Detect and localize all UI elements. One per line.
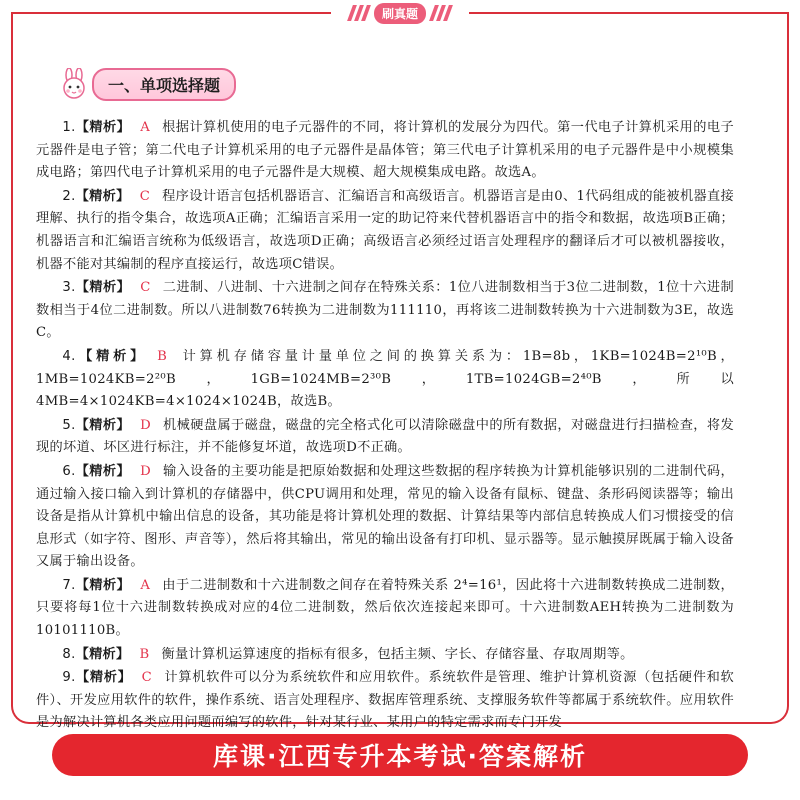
question-number: 4. [62, 348, 76, 364]
question-item [36, 415, 734, 460]
question-item [36, 117, 734, 185]
answer-letter: D [140, 463, 151, 479]
question-item [36, 186, 734, 276]
answer-letter: C [140, 280, 151, 296]
question-number: 2. [62, 188, 76, 204]
answer-list [36, 117, 734, 736]
analysis-tag: 【精析】 [75, 348, 148, 364]
answer-letter: A [140, 120, 151, 135]
explanation-text: 根据计算机使用的电子元器件的不同，将计算机的发展分为四代。第一代电子计算机采用的电子元器件是电子管；第二代电子计算机采用的电子元器件是晶体管；第三代电子计算机采用的电子元器件是中小规模集成电路；第四代电子计算机采用的电子元器件是大规模、超大规模集成电路。故选A。 [36, 120, 734, 181]
explanation-text: 二进制、八进制、十六进制之间存在特殊关系：1位八进制数相当于3位二进制数，1位十六进制数相当于4位二进制数。所以八进制数76转换为二进制数为111110，再将该二进制数转换为十六进制数为3E，故选C。 [36, 280, 734, 341]
question-number: 8. [62, 646, 76, 662]
explanation-text: 计算机软件可以分为系统软件和应用软件。系统软件是管理、维护计算机资源（包括硬件和软件）、开发应用软件的软件，操作系统、语言处理程序、数据库管理系统、支撑服务软件等都属于系统软件。应用软件是为解决计算机各类应用问题而编写的软件，针对某行业、某用户的特定需求而专门开发 [36, 670, 735, 731]
question-item [36, 461, 734, 574]
bunny-icon [58, 68, 90, 100]
analysis-tag: 【精析】 [75, 577, 131, 593]
explanation-text: 程序设计语言包括机器语言、汇编语言和高级语言。机器语言是由0、1代码组成的能被机器直接理解、执行的指令集合，故选项A正确；汇编语言采用一定的助记符来代替机器语言中的指令和数据，故选项B正确；机器语言和汇编语言统称为低级语言，故选项D正确；高级语言必须经过语言处理程序的翻译后才可以被机器接收，机器不能对其编制的程序直接运行，故选项C错误。 [36, 188, 734, 272]
answer-letter: C [141, 670, 152, 686]
analysis-tag: 【精析】 [75, 646, 130, 662]
question-number: 3. [62, 280, 76, 296]
answer-letter: A [140, 577, 151, 593]
explanation-text: 机械硬盘属于磁盘，磁盘的完全格式化可以清除磁盘中的所有数据，对磁盘进行扫描检查，将发现的坏道、坏区进行标注，并不能修复坏道，故选项D不正确。 [36, 417, 734, 456]
question-item [36, 667, 734, 735]
question-item [36, 277, 734, 345]
explanation-text: 计算机存储容量计量单位之间的换算关系为：1B=8b，1KB=1024B=2¹⁰B，1MB=1024KB=2²⁰B，1GB=1024MB=2³⁰B，1TB=1024GB=2⁴⁰B，所以4MB=4×1024KB=4×1024×1024B，故选B。 [36, 348, 734, 410]
answer-letter: C [139, 188, 151, 204]
stripes-decoration [432, 5, 450, 21]
analysis-tag: 【精析】 [75, 417, 131, 433]
analysis-tag: 【精析】 [75, 670, 132, 686]
answer-letter: D [140, 417, 151, 433]
top-tag-label: 刷真题 [374, 3, 426, 24]
explanation-text: 由于二进制数和十六进制数之间存在着特殊关系 2⁴=16¹，因此将十六进制数转换成二进制数，只要将每1位十六进制数转换成对应的4位二进制数，然后依次连接起来即可。十六进制数AEH转换为二进制数为10101110B。 [36, 577, 734, 639]
answer-letter: B [157, 348, 168, 364]
question-item [36, 575, 734, 643]
question-item [36, 346, 734, 414]
analysis-tag: 【精析】 [75, 188, 130, 204]
question-number: 1. [62, 120, 76, 135]
footer-banner: 库课·江西专升本考试·答案解析 [52, 734, 748, 776]
section-header [58, 69, 236, 99]
stripes-decoration [350, 5, 368, 21]
analysis-tag: 【精析】 [75, 463, 131, 479]
analysis-tag: 【精析】 [75, 120, 131, 135]
analysis-tag: 【精析】 [75, 280, 131, 296]
question-number: 9. [62, 670, 76, 686]
question-item [36, 644, 734, 667]
top-tag [332, 0, 468, 26]
question-number: 5. [62, 417, 76, 433]
section-title: 一、单项选择题 [92, 68, 236, 101]
answer-letter: B [139, 646, 150, 662]
explanation-text: 衡量计算机运算速度的指标有很多，包括主频、字长、存储容量、存取周期等。 [161, 646, 634, 662]
question-number: 7. [62, 577, 76, 593]
explanation-text: 输入设备的主要功能是把原始数据和处理这些数据的程序转换为计算机能够识别的二进制代码，通过输入接口输入到计算机的存储器中，供CPU调用和处理，常见的输入设备有鼠标、键盘、条形码阅读器等；输出设备是指从计算机中输出信息的设备，其功能是将计算机处理的数据、计算结果等内部信息转换成人们习惯接受的信息形式（如字符、图形、声音等），然后将其输出，常见的输出设备有打印机、显示器等。显示触摸屏既属于输入设备又属于输出设备。 [36, 463, 734, 570]
question-number: 6. [62, 463, 76, 479]
